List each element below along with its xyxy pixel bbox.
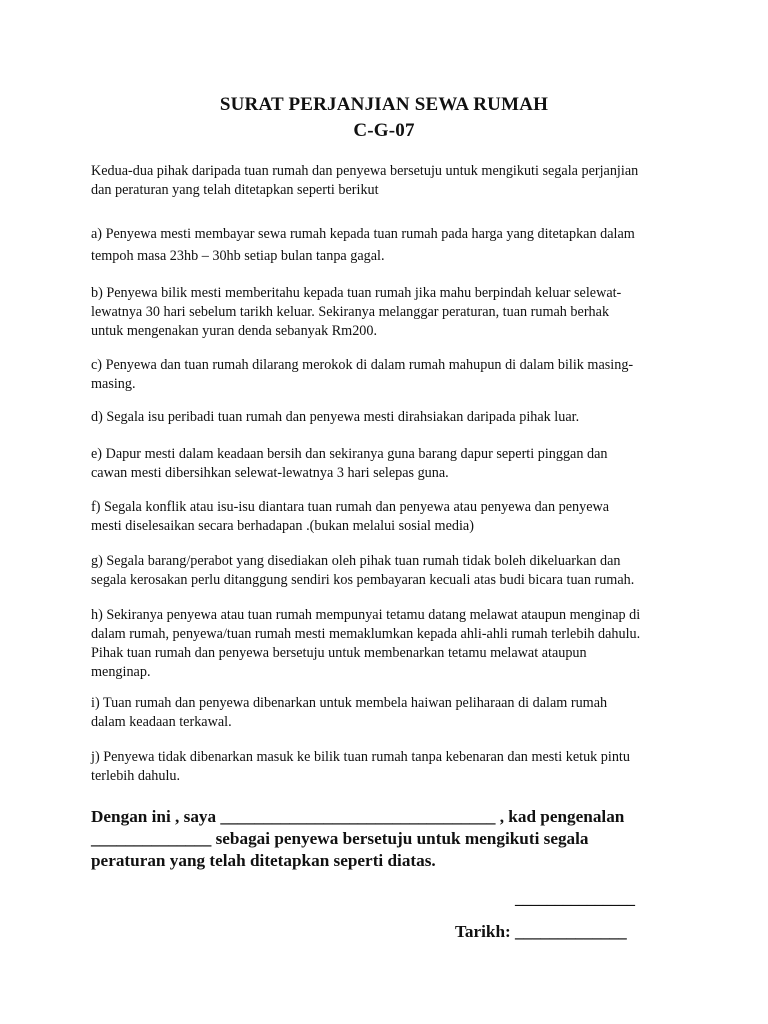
- clause-line: dalam keadaan terkawal.: [91, 714, 232, 730]
- clause-line: lewatnya 30 hari sebelum tarikh keluar. Sekiranya melanggar peraturan, tuan rumah berhak: [91, 304, 610, 320]
- document-title: SURAT PERJANJIAN SEWA RUMAH: [219, 94, 549, 115]
- clause-c: [91, 356, 691, 394]
- clause-g: [91, 552, 691, 590]
- clause-line: untuk mengenakan yuran denda sebanyak Rm200.: [91, 323, 378, 339]
- clause-line: j) Penyewa tidak dibenarkan masuk ke bilik tuan rumah tanpa kebenaran dan mesti ketuk pintu: [91, 749, 630, 765]
- clause-line: a) Penyewa mesti membayar sewa rumah kepada tuan rumah pada harga yang ditetapkan dalam: [91, 226, 635, 242]
- clause-i: [91, 694, 691, 732]
- clause-f: [91, 498, 691, 536]
- clause-line: d) Segala isu peribadi tuan rumah dan penyewa mesti dirahsiakan daripada pihak luar.: [91, 409, 580, 425]
- clause-line: tempoh masa 23hb – 30hb setiap bulan tanpa gagal.: [91, 248, 385, 264]
- clause-line: h) Sekiranya penyewa atau tuan rumah mempunyai tetamu datang melawat ataupun menginap di: [91, 607, 641, 623]
- clause-line: i) Tuan rumah dan penyewa dibenarkan untuk membela haiwan peliharaan di dalam rumah: [91, 695, 608, 711]
- clause-line: cawan mesti dibersihkan selewat-lewatnya 3 hari selepas guna.: [91, 465, 449, 481]
- clause-j: [91, 748, 691, 786]
- clause-line: b) Penyewa bilik mesti memberitahu kepada tuan rumah jika mahu berpindah keluar selewat-: [91, 285, 622, 301]
- declaration-paragraph: [91, 806, 691, 872]
- clause-line: menginap.: [91, 664, 151, 680]
- intro-line: dan peraturan yang telah ditetapkan seperti berikut: [91, 182, 379, 198]
- signature-line: _______________: [515, 891, 635, 908]
- declaration-line: ______________ sebagai penyewa bersetuju untuk mengikuti segala: [91, 829, 589, 848]
- clause-h: [91, 606, 691, 682]
- clause-line: e) Dapur mesti dalam keadaan bersih dan sekiranya guna barang dapur seperti pinggan dan: [91, 446, 608, 462]
- date-line: Tarikh: _____________: [455, 922, 627, 941]
- unit-code: C-G-07: [353, 120, 415, 141]
- clause-line: c) Penyewa dan tuan rumah dilarang merokok di dalam rumah mahupun di dalam bilik masing-: [91, 357, 634, 373]
- intro-line: Kedua-dua pihak daripada tuan rumah dan penyewa bersetuju untuk mengikuti segala perjanjian: [91, 163, 639, 179]
- clause-line: dalam rumah, penyewa/tuan rumah mesti memaklumkan kepada ahli-ahli rumah terlebih dahulu.: [91, 626, 641, 642]
- clause-d: [91, 408, 691, 427]
- clause-line: f) Segala konflik atau isu-isu diantara tuan rumah dan penyewa atau penyewa dan penyewa: [91, 499, 610, 515]
- declaration-line: Dengan ini , saya ________________________________ , kad pengenalan: [91, 807, 625, 826]
- clause-line: segala kerosakan perlu ditanggung sendiri kos pembayaran kecuali atas budi bicara tuan rumah.: [91, 572, 635, 588]
- clause-line: terlebih dahulu.: [91, 768, 181, 784]
- intro-paragraph: [91, 162, 691, 200]
- clause-line: Pihak tuan rumah dan penyewa bersetuju untuk membenarkan tetamu melawat ataupun: [91, 645, 587, 661]
- clause-line: g) Segala barang/perabot yang disediakan oleh pihak tuan rumah tidak boleh dikeluarkan dan: [91, 553, 621, 569]
- clause-a: [91, 223, 691, 267]
- declaration-line: peraturan yang telah ditetapkan seperti diatas.: [91, 851, 436, 870]
- clause-line: mesti diselesaikan secara berhadapan .(bukan melalui sosial media): [91, 518, 474, 534]
- clause-line: masing.: [91, 376, 136, 392]
- clause-e: [91, 445, 691, 483]
- clause-b: [91, 284, 691, 341]
